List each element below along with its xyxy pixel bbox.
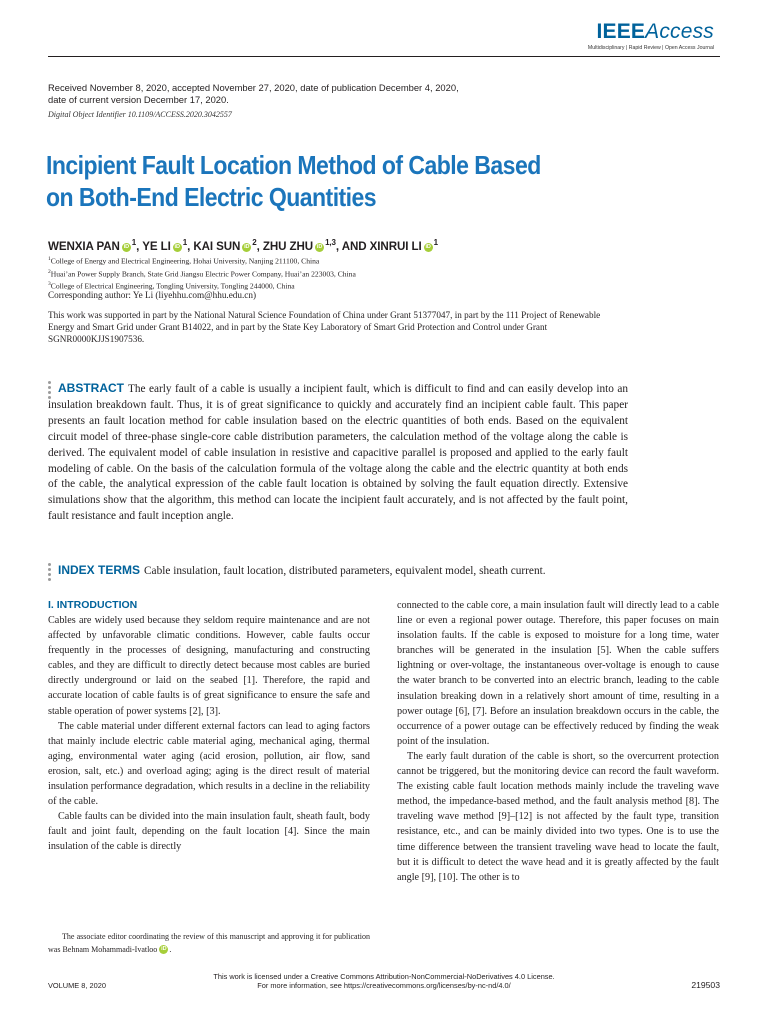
- corresponding-author: Corresponding author: Ye Li (liyehhu.com@hhu.edu.cn): [48, 290, 257, 300]
- ieee-access-logo: IEEEAccess: [596, 20, 714, 43]
- author-name: KAI SUN: [193, 239, 241, 253]
- license-line-1[interactable]: This work is licensed under a Creative Commons Attribution-NonCommercial-NoDerivatives 4.0 License.: [213, 972, 555, 981]
- abstract-heading: ABSTRACT: [58, 381, 124, 395]
- author-name: XINRUI LI: [369, 239, 422, 253]
- abstract-text: The early fault of a cable is usually a incipient fault, which is difficult to find and can easily develop into an insulation breakdown fault. Thus, it is of great significance to quickly and accurately find an incipient cable fault. This paper presents an fault location method for cable insulation based on the electric quantities of both ends. Based on the equivalent circuit model of three-phase single-core cable distribution parameters, the calculation method of the voltage along the cable is derived. The equivalent model of cable insulation in resistive and capacitive parallel is proposed and applied to the early fault modeling of cable. On the basis of the calculation formula of the voltage along the cable and the electric quantity at both ends of the cable, the analytical expression of the cable fault location is obtained by solving the fault equation directly. Extensive simulations show that the algorithm, this method can locate the incipient fault accurately, and is not affected by the fault point, fault resistance and fault inception angle.: [48, 383, 628, 523]
- author-name: YE LI: [142, 239, 171, 253]
- publication-dates: [48, 82, 548, 105]
- affiliation-item: $^1$College of Energy and Electrical Engineering, Hohai University, Nanjing 211100, China: [48, 256, 320, 266]
- orcid-icon[interactable]: iD: [161, 946, 167, 952]
- paper-title: [46, 150, 658, 214]
- doi-link[interactable]: Digital Object Identifier 10.1109/ACCESS.2020.3042557: [48, 110, 232, 119]
- author-separator: ,: [187, 239, 194, 253]
- dates-line-2: date of current version December 17, 2020.: [48, 93, 229, 105]
- author-separator: , AND: [335, 239, 370, 253]
- author-affil-sup: 1: [433, 238, 438, 247]
- page-number: 219503: [691, 980, 720, 990]
- title-line-1: Incipient Fault Location Method of Cable Based: [46, 152, 541, 180]
- body-paragraph: The cable material under different external factors can lead to aging factors that mainly include electric cable material aging, mechanical aging, thermal aging, environmental water aging (acid erosion, pollution, air flow, sand erosion, salt, etc.) and overload aging; aging is the direct result of material insulation performance degradation, which results in a decline in the reliability of the cable.: [48, 720, 370, 808]
- orcid-icon[interactable]: iD: [425, 243, 431, 250]
- body-paragraph: Cable faults can be divided into the main insulation fault, sheath fault, body fault and joint fault, depending on the fault location [4]. Since the main insulation of the cable is directly: [48, 811, 370, 853]
- author-separator: ,: [136, 239, 143, 253]
- affiliation-item: $^2$Huai’an Power Supply Branch, State Grid Jiangsu Electric Power Company, Huai’an 223003, China: [48, 268, 356, 279]
- index-terms: [48, 563, 648, 579]
- author-affil-sup: 1: [182, 238, 188, 247]
- license-line-2[interactable]: For more information, see https://creativecommons.org/licenses/by-nc-nd/4.0/: [257, 981, 511, 990]
- author-name: WENXIA PAN: [48, 239, 120, 253]
- header-rule: [48, 56, 720, 57]
- affiliations: [48, 254, 356, 292]
- author-list: [48, 238, 438, 253]
- title-line-2: on Both-End Electric Quantities: [46, 184, 377, 212]
- volume-label: VOLUME 8, 2020: [48, 981, 106, 990]
- author-affil-sup: 1,3: [325, 238, 336, 247]
- dates-line-1: Received November 8, 2020, accepted November 27, 2020, date of publication December 4, 2020,: [48, 82, 459, 93]
- body-column-left: [48, 598, 370, 855]
- affiliation-item: $^3$College of Electrical Engineering, Tongling University, Tongling 244000, China: [48, 281, 295, 291]
- orcid-icon[interactable]: iD: [174, 243, 180, 250]
- editor-footnote: The associate editor coordinating the review of this manuscript and approving it for publication was Behnam Mohammadi-Ivatloo iD .: [48, 932, 370, 954]
- funding-statement: This work was supported in part by the National Natural Science Foundation of China under Grant 51377047, in part by the 111 Project of Renewable Energy and Smart Grid under Grant B14022, and in part by the State Key Laboratory of Smart Grid Protection and Control under Grant SGNR0000KJJS1907536.: [48, 310, 601, 344]
- author-separator: ,: [256, 239, 263, 253]
- orcid-icon[interactable]: iD: [123, 243, 129, 250]
- license-notice: [0, 972, 768, 990]
- orcid-icon[interactable]: iD: [316, 243, 323, 250]
- journal-tagline: Multidisciplinary | Rapid Review | Open Access Journal: [587, 45, 714, 51]
- author-affil-sup: 1: [131, 238, 137, 247]
- orcid-icon[interactable]: iD: [244, 243, 250, 250]
- section-heading: I. INTRODUCTION: [48, 599, 138, 611]
- body-paragraph: Cables are widely used because they seldom require maintenance and are not affected by unfavorable climatic conditions. However, cable faults occur frequently in the processes of designing, manufacturing and constructing cables, and they are difficult to directly detect because most cables are buried directly underground or laid on the seabed [1]. Therefore, the rapid and accurate location of cable faults is of great significance to ensure the safe and stable operation of power systems [2], [3].: [48, 615, 370, 717]
- body-paragraph: The early fault duration of the cable is short, so the overcurrent protection cannot be triggered, but the monitoring device can record the fault waveform. The existing cable fault location methods mainly include the traveling wave method, the impedance-based method, and the fault analysis method [8]. The traveling wave method [9]–[12] is not affected by the fault type, transition resistance, etc., and can be mainly divided into two types. One is to use the time difference between the transient traveling wave head to locate the fault, but it is difficult to detect the wave head and it is greatly affected by the fault angle [9], [10]. The other is to: [397, 750, 719, 883]
- author-affil-sup: 2: [252, 238, 257, 247]
- journal-brand: [588, 20, 714, 51]
- index-terms-text: Cable insulation, fault location, distributed parameters, equivalent model, sheath current.: [144, 565, 546, 577]
- author-name: ZHU ZHU: [262, 239, 314, 253]
- index-terms-heading: INDEX TERMS: [58, 563, 141, 577]
- body-column-right: [397, 598, 719, 885]
- body-paragraph: connected to the cable core, a main insulation fault will directly lead to a cable line or even a regional power outage. Therefore, this paper focuses on main insolation faults. If the cable is exposed to moisture for a long time, water branches will be generated in the insulation [5]. When the cable suffers lightning or over-voltage, the instantaneous over-voltage is enough to cause the water branch to be converted into an electric branch, leading to the cable insulation breaking down in a relatively short amount of time, resulting in a power outage [6], [7]. Before an insulation breakdown occurs in the cable, the occurrence of a power outage can be effectively reduced by finding the weak point of the insulation.: [397, 600, 719, 747]
- abstract: [48, 381, 628, 525]
